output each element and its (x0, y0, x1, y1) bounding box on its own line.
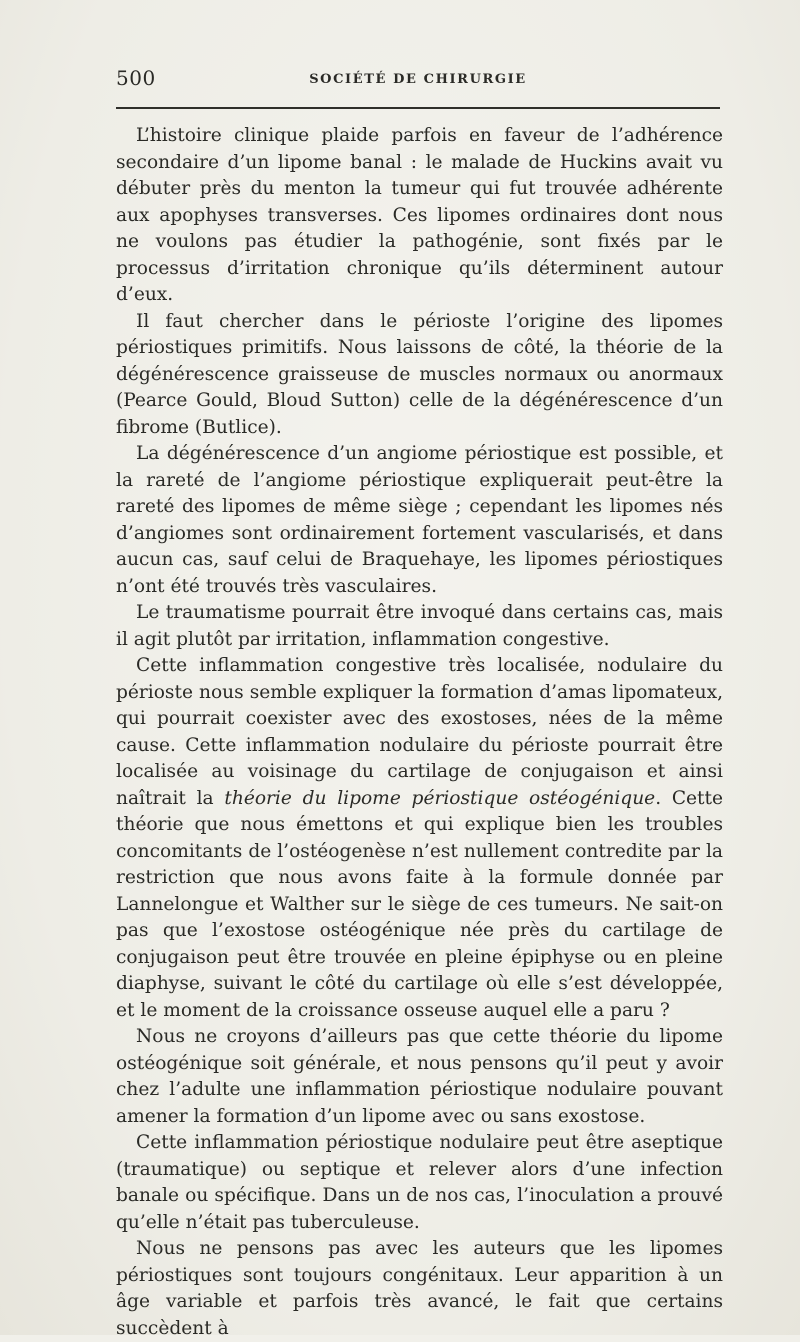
journal-title: SOCIÉTÉ DE CHIRURGIE (309, 72, 527, 87)
italic-theory-name: théorie du lipome périostique ostéogénique (224, 787, 656, 809)
header-rule (116, 107, 720, 109)
paragraph-text: L’histoire clinique plaide parfois en faveur de l’adhérence secondaire d’un lipome banal : le malade de Huckins avait vu débuter près du menton la tumeur qui fut trouvée adhérente aux apophyses transverses. Ces lipomes ordinaires dont nous ne voulons pas étudier la pathogénie, sont fixés par le processus d’irritation chronique qu’ils déterminent autour d’eux. (116, 125, 723, 305)
paragraph-text: Nous ne croyons d’ailleurs pas que cette théorie du lipome ostéogénique soit générale, et nous pensons qu’il peut y avoir chez l’adulte une inflammation périostique nodulaire pouvant amener la formation d’un lipome avec ou sans exostose. (116, 1026, 723, 1127)
paragraph-text: . Cette théorie que nous émettons et qui explique bien les troubles concomitants de l’ostéogenèse n’est nullement contredite par la restriction que nous avons faite à la formule donnée par Lannelongue et Walther sur le siège de ces tumeurs. Ne sait-on pas que l’exostose ostéogénique née près du cartilage de conjugaison peut être trouvée en pleine épiphyse ou en pleine diaphyse, suivant le côté du cartilage où elle s’est développée, et le moment de la croissance osseuse auquel elle a paru ? (116, 787, 724, 1021)
paragraph-text: Le traumatisme pourrait être invoqué dans certains cas, mais il agit plutôt par irritation, inflammation congestive. (116, 602, 723, 650)
paragraph (116, 1236, 723, 1342)
paragraph (116, 1130, 723, 1236)
paragraph-text: La dégénérescence d’un angiome périostique est possible, et la rareté de l’angiome périostique expliquerait peut-être la rareté des lipomes de même siège ; cependant les lipomes nés d’angiomes sont ordinairement fortement vascularisés, et dans aucun cas, sauf celui de Braquehaye, les lipomes périostiques n’ont été trouvés très vasculaires. (116, 443, 723, 597)
body-text (116, 123, 723, 1342)
paragraph (116, 600, 723, 653)
paragraph-text: Il faut chercher dans le périoste l’origine des lipomes périostiques primitifs. Nous laissons de côté, la théorie de la dégénérescence graisseuse de muscles normaux ou anormaux (Pearce Gould, Bloud Sutton) celle de la dégénérescence d’un fibrome (Butlice). (116, 310, 723, 438)
paragraph (116, 309, 723, 442)
paragraph (116, 1024, 723, 1130)
running-head (116, 66, 720, 96)
paragraph (116, 123, 723, 309)
paragraph (116, 441, 723, 600)
paragraph-text: Nous ne pensons pas avec les auteurs que les lipomes périostiques sont toujours congénitaux. Leur apparition à un âge variable et parfois très avancé, le fait que certains succèdent à (116, 1238, 723, 1339)
paragraph (116, 653, 723, 1024)
page-number: 500 (116, 66, 156, 90)
paragraph-text: Cette inflammation congestive très localisée, nodulaire du périoste nous semble expliquer la formation d’amas lipomateux, qui pourrait coexister avec des exostoses, nées de la même cause. Cette inflammation nodulaire du périoste pourrait être localisée au voisinage du cartilage de conjugaison et ainsi naîtrait la (116, 655, 723, 809)
paragraph-text: Cette inflammation périostique nodulaire peut être aseptique (traumatique) ou septique et relever alors d’une infection banale ou spécifique. Dans un de nos cas, l’inoculation a prouvé qu’elle n’était pas tuberculeuse. (116, 1132, 723, 1233)
